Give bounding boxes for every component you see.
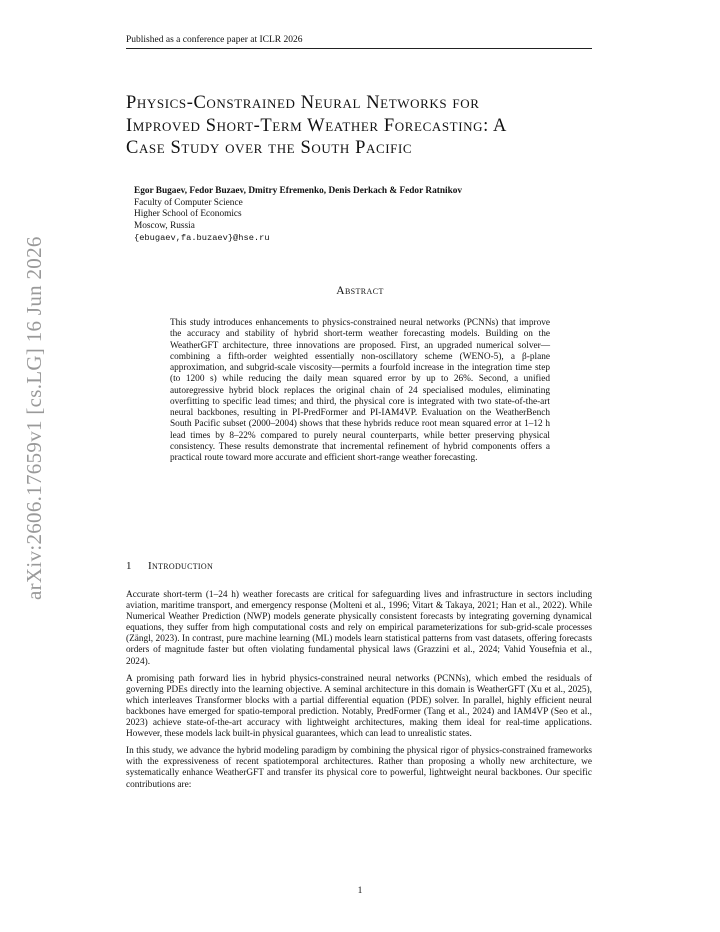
title-line: Physics-Constrained Neural Networks for (126, 93, 480, 113)
author-names: Egor Bugaev, Fedor Buzaev, Dmitry Efremenko, Denis Derkach & Fedor Ratnikov (134, 186, 463, 196)
affiliation-line: Moscow, Russia (134, 221, 195, 232)
page-number: 1 (357, 886, 363, 896)
section-heading (126, 560, 213, 572)
section-body (126, 590, 592, 797)
paragraph: In this study, we advance the hybrid modeling paradigm by combining the physical rigor of physics-constrained frameworks with the expressiveness of recent spatiotemporal architectures. Rather than proposing a wholly new architecture, we systematically enhance WeatherGFT and transfer its physical core to powerful, lightweight neural backbones. Our specific contributions are: (126, 746, 592, 790)
paragraph: A promising path forward lies in hybrid physics-constrained neural networks (PCNNs), which embed the residuals of governing PDEs directly into the learning objective. A seminal architecture in this domain is WeatherGFT (Xu et al., 2025), which interleaves Transformer blocks with a partial differential equation (PDE) solver. In parallel, highly efficient neural backbones have emerged for spatio-temporal prediction. Notably, PredFormer (Tang et al., 2024) and IAM4VP (Seo et al., 2023) achieve state-of-the-art accuracy with lightweight architectures, making them ideal for real-time applications. However, these models lack built-in physical guarantees, which can lead to unrealistic states. (126, 673, 592, 740)
section-title: Introduction (148, 560, 214, 572)
paragraph: Accurate short-term (1–24 h) weather forecasts are critical for safeguarding lives and infrastructure in sectors including aviation, maritime transport, and emergency response (Molteni et al., 1996; Vitart & Takaya, 2021; Han et al., 2022). While Numerical Weather Prediction (NWP) models generate physically consistent forecasts by integrating governing dynamical equations, they suffer from high computational costs and rely on empirical parameterizations for sub-grid-scale processes (Zängl, 2023). In contrast, pure machine learning (ML) models learn statistical patterns from vast datasets, offering forecasts orders of magnitude faster but often violating fundamental physical laws (Grazzini et al., 2024; Vahid Yousefnia et al., 2024). (126, 590, 592, 667)
title-line: Improved Short-Term Weather Forecasting: A (126, 115, 508, 136)
affiliation-line: Higher School of Economics (134, 209, 242, 220)
abstract-heading: Abstract (336, 285, 384, 297)
affiliation-line: Faculty of Computer Science (134, 197, 243, 208)
paper-title (126, 92, 606, 160)
section-number: 1 (126, 560, 132, 572)
author-email[interactable]: {ebugaev,fa.buzaev}@hse.ru (134, 232, 270, 243)
title-line: Case Study over the South Pacific (126, 138, 413, 159)
author-block (134, 186, 604, 245)
arxiv-identifier[interactable]: arXiv:2606.17659v1 [cs.LG] 16 Jun 2026 (22, 236, 46, 600)
running-header: Published as a conference paper at ICLR 2026 (126, 34, 592, 49)
abstract-text: This study introduces enhancements to physics-constrained neural networks (PCNNs) that improve the accuracy and stability of hybrid short-term weather forecasting models. Building on the WeatherGFT architecture, three innovations are proposed. First, an upgraded numerical solver—combining a fifth-order weighted essentially non-oscillatory scheme (WENO-5), a β-plane approximation, and subgrid-scale viscosity—permits a fourfold increase in the integration time step (to 1200 s) while reducing the daily mean squared error by up to 26%. Second, a unified autoregressive hybrid block replaces the original chain of 24 specialised modules, eliminating overfitting to specific lead times; and third, the physical core is integrated with two state-of-the-art neural backbones, resulting in PI-PredFormer and PI-IAM4VP. Evaluation on the WeatherBench South Pacific subset (2000–2004) shows that these hybrids reduce root mean squared error at 1–12 h lead times by 8–22% compared to purely neural counterparts, while better preserving physical consistency. These results demonstrate that incremental refinement of hybrid components offers a practical route toward more accurate and efficient short-range weather forecasting. (170, 318, 550, 463)
